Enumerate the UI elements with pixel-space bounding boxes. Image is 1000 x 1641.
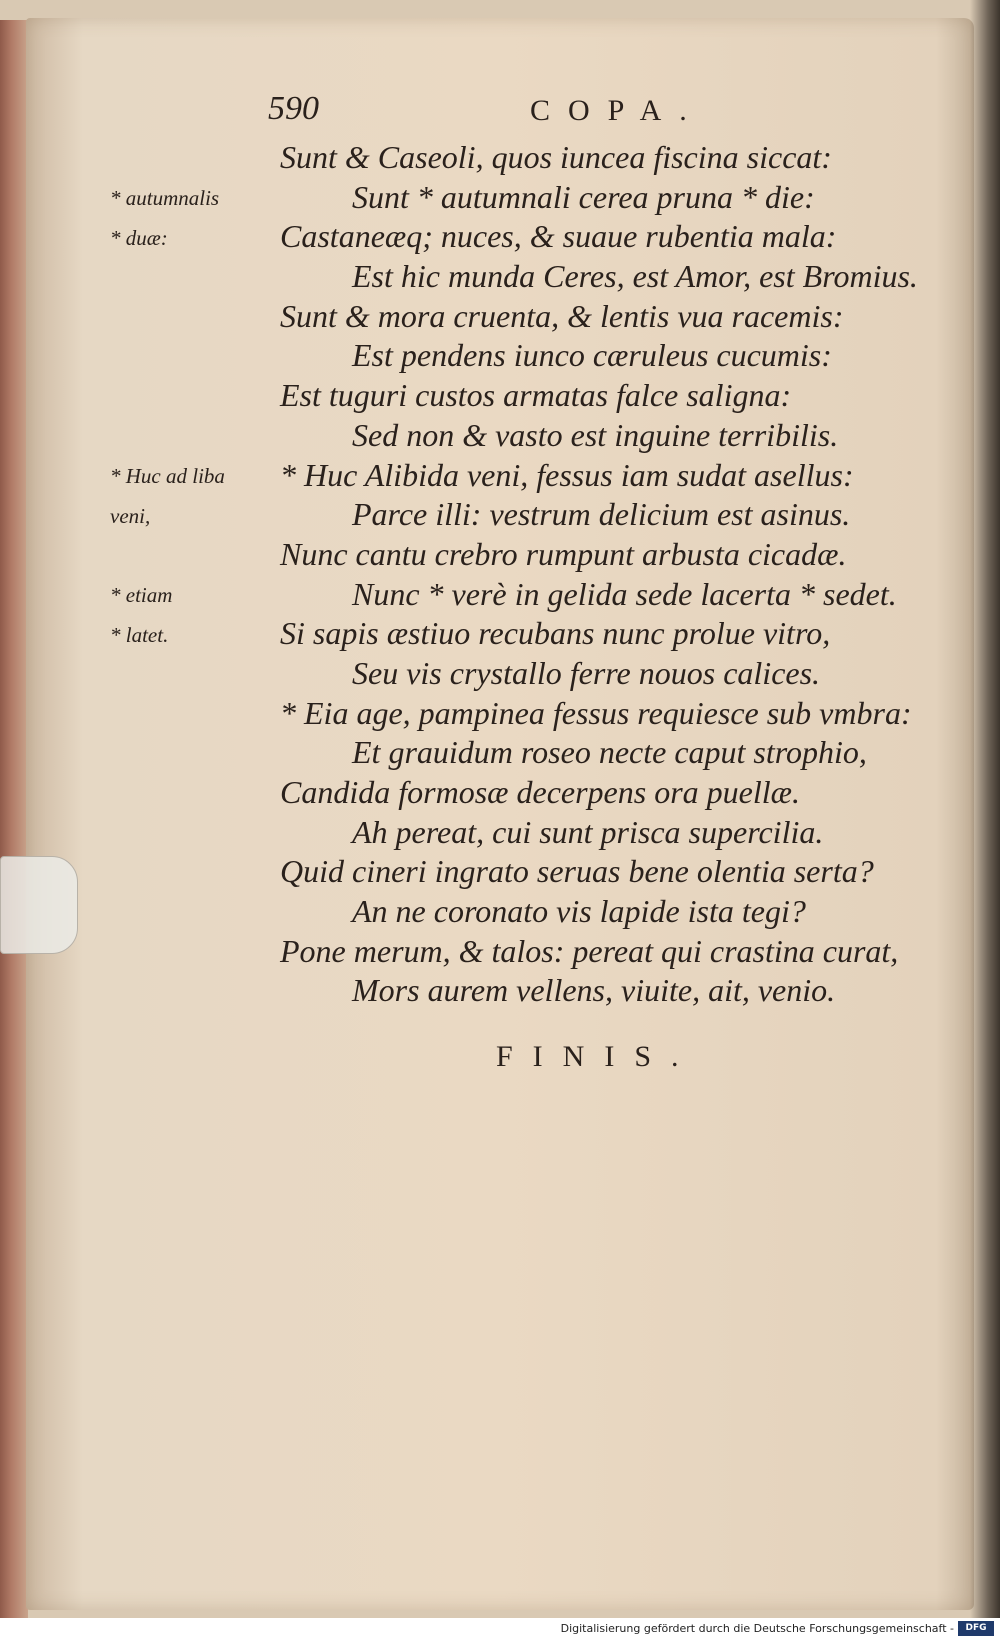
marginal-note: veni,	[110, 503, 151, 528]
page-header	[268, 90, 908, 134]
verse-line: An ne coronato vis lapide ista tegi?	[352, 893, 806, 930]
verse-line: Castaneæq; nuces, & suaue rubentia mala:	[280, 218, 837, 255]
verse-line: Mors aurem vellens, viuite, ait, venio.	[352, 972, 836, 1009]
book-edge	[0, 20, 28, 1618]
verse-line: Nunc * verè in gelida sede lacerta * sedet.	[352, 575, 897, 612]
verse-line: Candida formosæ decerpens ora puellæ.	[280, 774, 800, 810]
marginal-note: * etiam	[110, 583, 173, 607]
funding-credit: Digitalisierung gefördert durch die Deutsche Forschungsgemeinschaft -	[560, 1622, 954, 1635]
marginal-note: * autumnalis	[110, 186, 220, 210]
verse-line: Quid cineri ingrato seruas bene olentia serta?	[280, 853, 874, 890]
marginal-note: * latet.	[110, 622, 169, 647]
verse-line: Sed non & vasto est inguine terribilis.	[352, 416, 839, 453]
footer-bar	[0, 1618, 1000, 1641]
verse-line: Est pendens iunco cæruleus cucumis:	[352, 337, 832, 374]
verse-line: * Huc Alibida veni, fessus iam sudat asellus:	[280, 456, 854, 493]
right-shadow	[970, 0, 1000, 1618]
verse-line: Est tuguri custos armatas falce saligna:	[280, 377, 792, 414]
poem-text	[280, 138, 960, 1011]
verse-line: Si sapis æstiuo recubans nunc prolue vitro,	[280, 615, 831, 652]
marginal-note: * Huc ad liba	[110, 463, 225, 488]
finis-mark: FINIS.	[496, 1040, 699, 1073]
page-clip	[0, 856, 78, 954]
page-number: 590	[268, 90, 319, 127]
verse-line: Sunt & mora cruenta, & lentis vua racemis:	[280, 297, 844, 334]
verse-line: Parce illi: vestrum delicium est asinus.	[352, 496, 851, 533]
verse-line: Et grauidum roseo necte caput strophio,	[352, 734, 867, 771]
dfg-logo: DFG	[958, 1621, 994, 1636]
marginal-note: * duæ:	[110, 225, 168, 250]
verse-line: Sunt * autumnali cerea pruna * die:	[352, 178, 815, 215]
verse-line: Est hic munda Ceres, est Amor, est Bromius.	[352, 258, 918, 295]
verse-line: Nunc cantu crebro rumpunt arbusta cicadæ.	[280, 535, 847, 572]
verse-line: Seu vis crystallo ferre nouos calices.	[352, 654, 821, 691]
verse-line: * Eia age, pampinea fessus requiesce sub vmbra:	[280, 694, 912, 731]
running-title: COPA.	[530, 94, 705, 127]
verse-line: Pone merum, & talos: pereat qui crastina curat,	[280, 932, 899, 969]
verse-line: Sunt & Caseoli, quos iuncea fiscina siccat:	[280, 139, 832, 175]
verse-line: Ah pereat, cui sunt prisca supercilia.	[352, 813, 824, 850]
